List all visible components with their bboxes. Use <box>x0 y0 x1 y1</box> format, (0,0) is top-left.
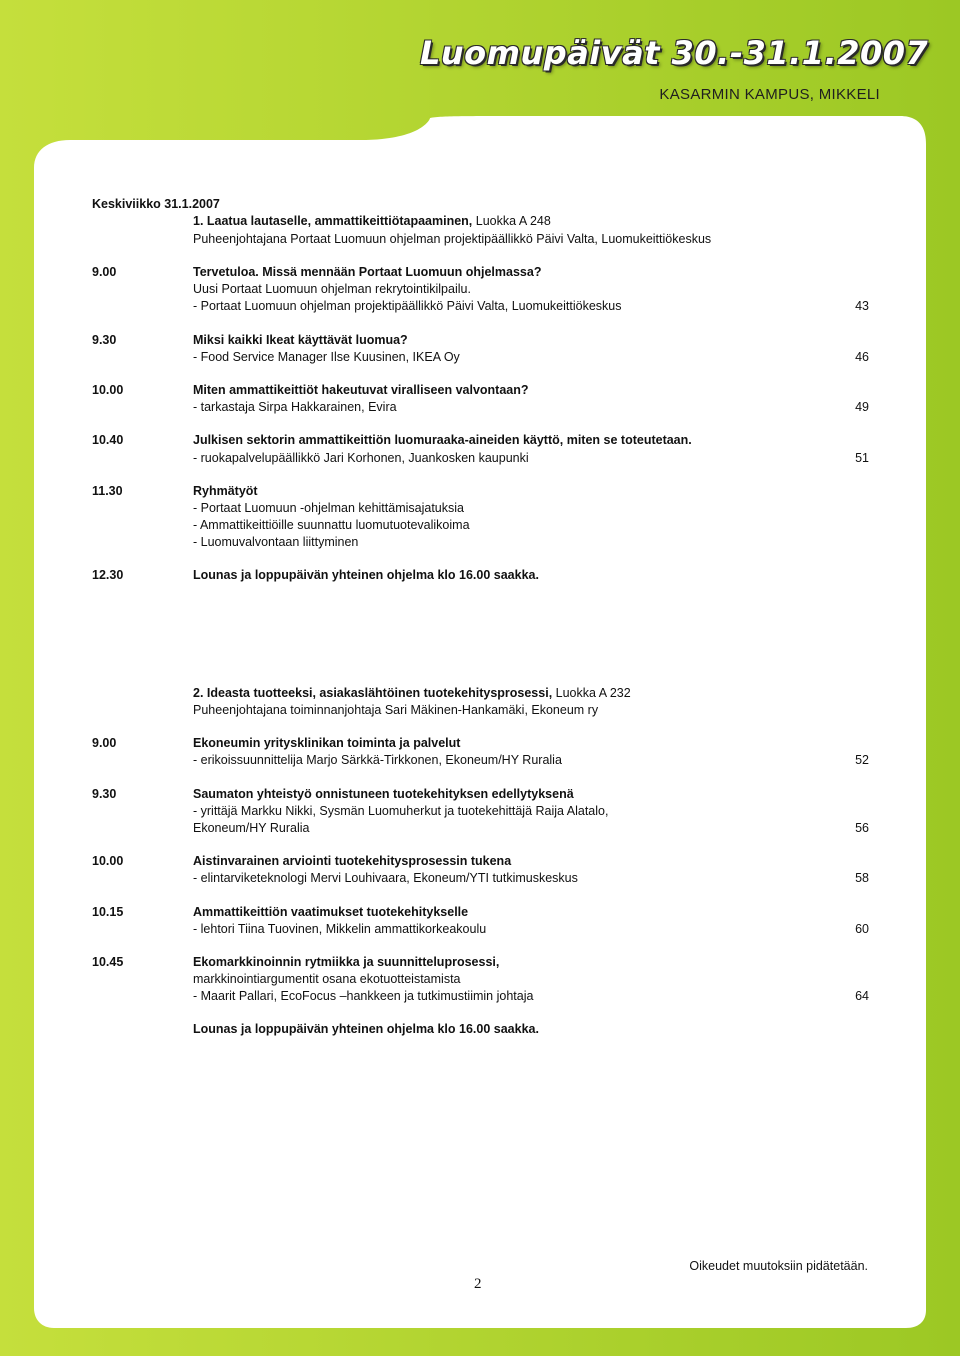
disclaimer-note: Oikeudet muutoksiin pidätetään. <box>689 1259 868 1273</box>
s1-item2-title: Miksi kaikki Ikeat käyttävät luomua? <box>193 333 408 347</box>
s1-item1-page: 43 <box>855 299 869 313</box>
session2-chair: Puheenjohtajana toiminnanjohtaja Sari Mäkinen-Hankamäki, Ekoneum ry <box>193 703 599 717</box>
s2-item1-page: 52 <box>855 753 869 767</box>
s1-item5-line2: - Ammattikeittiöille suunnattu luomutuotevalikoima <box>193 518 470 532</box>
s1-item4-time: 10.40 <box>92 433 124 447</box>
s1-item5-line1: - Portaat Luomuun -ohjelman kehittämisajatuksia <box>193 501 464 515</box>
s1-item5-title: Ryhmätyöt <box>193 484 258 498</box>
s1-item2-line1: - Food Service Manager Ilse Kuusinen, IKEA Oy <box>193 350 460 364</box>
s1-item1-line1: Uusi Portaat Luomuun ohjelman rekrytointikilpailu. <box>193 282 471 296</box>
session2-title <box>193 685 631 702</box>
s1-item5-time: 11.30 <box>92 484 123 498</box>
s1-item1-time: 9.00 <box>92 265 117 279</box>
page-number: 2 <box>474 1276 482 1292</box>
s2-item3-title: Aistinvarainen arviointi tuotekehitysprosessin tukena <box>193 854 512 868</box>
s2-item2-line1: - yrittäjä Markku Nikki, Sysmän Luomuherkut ja tuotekehittäjä Raija Alatalo, <box>193 804 609 818</box>
s2-item1-line1: - erikoissuunnittelija Marjo Särkkä-Tirkkonen, Ekoneum/HY Ruralia <box>193 753 562 767</box>
s2-item5-time: 10.45 <box>92 955 124 969</box>
s2-item6-title: Lounas ja loppupäivän yhteinen ohjelma klo 16.00 saakka. <box>193 1022 539 1036</box>
day-heading: Keskiviikko 31.1.2007 <box>92 197 220 211</box>
s1-item4-page: 51 <box>855 451 869 465</box>
s2-item3-time: 10.00 <box>92 854 124 868</box>
s2-item1-time: 9.00 <box>92 736 117 750</box>
s2-item2-time: 9.30 <box>92 787 117 801</box>
s2-item2-line2: Ekoneum/HY Ruralia <box>193 821 310 835</box>
s2-item4-title: Ammattikeittiön vaatimukset tuotekehitykselle <box>193 905 469 919</box>
s2-item1-title: Ekoneumin yritysklinikan toiminta ja palvelut <box>193 736 461 750</box>
s1-item6-time: 12.30 <box>92 568 124 582</box>
s2-item5-line2: - Maarit Pallari, EcoFocus –hankkeen ja tutkimustiimin johtaja <box>193 989 534 1003</box>
s2-item5-page: 64 <box>855 989 869 1003</box>
session1-chair: Puheenjohtajana Portaat Luomuun ohjelman projektipäällikkö Päivi Valta, Luomukeittiökeskus <box>193 232 712 246</box>
s2-item5-line1: markkinointiargumentit osana ekotuotteistamista <box>193 972 461 986</box>
s1-item5-line3: - Luomuvalvontaan liittyminen <box>193 535 359 549</box>
s1-item4-line1: - ruokapalvelupäällikkö Jari Korhonen, Juankosken kaupunki <box>193 451 529 465</box>
s2-item5-title: Ekomarkkinoinnin rytmiikka ja suunnitteluprosessi, <box>193 955 500 969</box>
session2-title-bold: 2. Ideasta tuotteeksi, asiakaslähtöinen tuotekehitysprosessi, <box>193 686 553 700</box>
s2-item4-time: 10.15 <box>92 905 124 919</box>
s1-item1-line2: - Portaat Luomuun ohjelman projektipäällikkö Päivi Valta, Luomukeittiökeskus <box>193 299 622 313</box>
event-title: Luomupäivät 30.-31.1.2007 <box>420 34 929 72</box>
s2-item2-title: Saumaton yhteistyö onnistuneen tuotekehityksen edellytyksenä <box>193 787 574 801</box>
s2-item3-line1: - elintarviketeknologi Mervi Louhivaara, Ekoneum/YTI tutkimuskeskus <box>193 871 578 885</box>
s1-item3-line1: - tarkastaja Sirpa Hakkarainen, Evira <box>193 400 397 414</box>
session1-title-bold: 1. Laatua lautaselle, ammattikeittiötapaaminen, <box>193 214 473 228</box>
s1-item3-time: 10.00 <box>92 383 124 397</box>
s1-item2-page: 46 <box>855 350 869 364</box>
session2-room: Luokka A 232 <box>552 686 631 700</box>
session1-title <box>193 213 551 230</box>
event-location: KASARMIN KAMPUS, MIKKELI <box>659 86 880 103</box>
s1-item6-title: Lounas ja loppupäivän yhteinen ohjelma klo 16.00 saakka. <box>193 568 539 582</box>
s2-item4-line1: - lehtori Tiina Tuovinen, Mikkelin ammattikorkeakoulu <box>193 922 487 936</box>
s1-item3-title: Miten ammattikeittiöt hakeutuvat viralliseen valvontaan? <box>193 383 529 397</box>
s2-item3-page: 58 <box>855 871 869 885</box>
s2-item4-page: 60 <box>855 922 869 936</box>
session1-room: Luokka A 248 <box>472 214 551 228</box>
s1-item2-time: 9.30 <box>92 333 117 347</box>
s1-item3-page: 49 <box>855 400 869 414</box>
s1-item4-title: Julkisen sektorin ammattikeittiön luomuraaka-aineiden käyttö, miten se toteutetaan. <box>193 433 692 447</box>
s1-item1-title: Tervetuloa. Missä mennään Portaat Luomuun ohjelmassa? <box>193 265 542 279</box>
s2-item2-page: 56 <box>855 821 869 835</box>
